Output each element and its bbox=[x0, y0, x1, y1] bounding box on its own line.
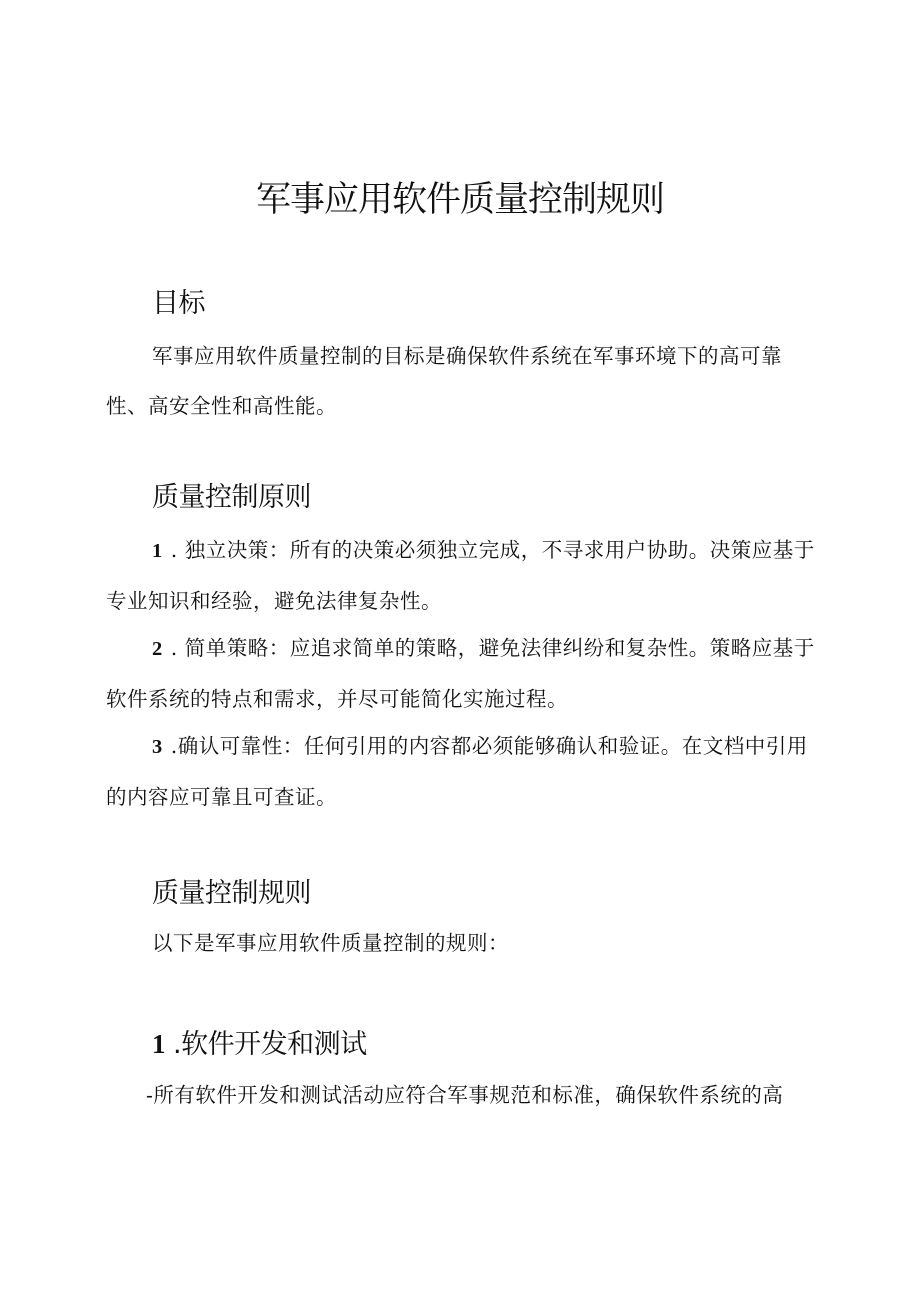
principle-item-3-text: .确认可靠性：任何引用的内容都必须能够确认和验证。在文档中引用的内容应可靠且可查证。 bbox=[106, 734, 808, 809]
section-heading-goal: 目标 bbox=[152, 288, 205, 319]
principle-item-2 bbox=[106, 623, 818, 724]
subsection-number: 1 bbox=[152, 1029, 165, 1059]
subsection-heading-text: .软件开发和测试 bbox=[173, 1029, 367, 1060]
principle-item-2-number: 2 bbox=[152, 638, 163, 660]
section-heading-rules: 质量控制规则 bbox=[152, 878, 311, 909]
subsection-heading-dev-test bbox=[152, 1026, 367, 1063]
document-title: 军事应用软件质量控制规则 bbox=[255, 180, 664, 220]
rules-intro: 以下是军事应用软件质量控制的规则： bbox=[152, 931, 509, 955]
principle-item-1-number: 1 bbox=[152, 540, 163, 562]
principle-item-3-number: 3 bbox=[152, 736, 163, 758]
goal-paragraph: 军事应用软件质量控制的目标是确保软件系统在军事环境下的高可靠性、高安全性和高性能。 bbox=[106, 344, 782, 418]
dev-test-paragraph: -所有软件开发和测试活动应符合军事规范和标准，确保软件系统的高 bbox=[146, 1083, 784, 1107]
section-heading-principles: 质量控制原则 bbox=[152, 482, 311, 513]
principle-item-1-text: . 独立决策：所有的决策必须独立完成，不寻求用户协助。决策应基于专业知识和经验，避免法律复杂性。 bbox=[106, 538, 815, 613]
principle-item-1 bbox=[106, 525, 818, 626]
principle-item-3 bbox=[106, 721, 818, 822]
principle-item-2-text: . 简单策略：应追求简单的策略，避免法律纠纷和复杂性。策略应基于软件系统的特点和需求，并尽可能简化实施过程。 bbox=[106, 636, 815, 711]
